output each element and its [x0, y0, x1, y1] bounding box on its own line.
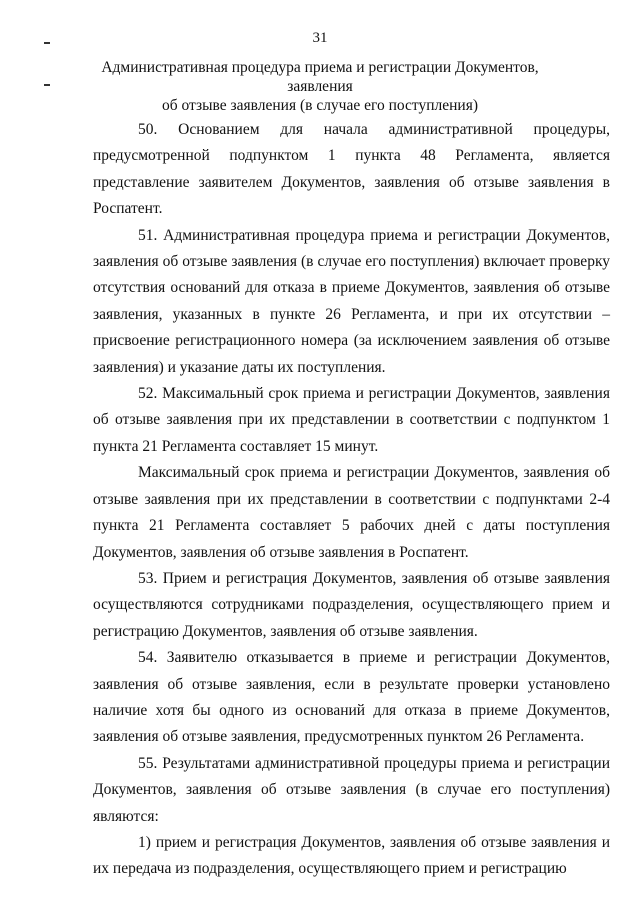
paragraph-54: 54. Заявителю отказывается в приеме и регистрации Документов, заявления об отзыве заявления, если в результате проверки установлено наличие хотя бы одного из оснований для отказа в приеме Документов, заявления об отзыве заявления, предусмотренных пунктом 26 Регламента. [93, 649, 610, 746]
paragraph-51: 51. Административная процедура приема и регистрации Документов, заявления об отзыве заявления (в случае его поступления) включает проверку отсутствия оснований для отказа в приеме Документов, заявления об отзыве заявления, указанных в пункте 26 Регламента, и при их отсутствии – присвоение регистрационного номера (за исключением заявления об отзыве заявления) и указание даты их поступления. [93, 226, 610, 376]
page-number: 31 [312, 30, 328, 46]
body-text [93, 117, 610, 883]
paragraph-52: 52. Максимальный срок приема и регистрации Документов, заявления об отзыве заявления при их представлении в соответствии с подпунктом 1 пункта 21 Регламента составляет 15 минут. [93, 385, 610, 455]
paragraph-55: 55. Результатами административной процедуры приема и регистрации Документов, заявления об отзыве заявления (в случае его поступления) являются: [93, 754, 610, 825]
paragraph-53: 53. Прием и регистрация Документов, заявления об отзыве заявления осуществляются сотрудниками подразделения, осуществляющего прием и регистрацию Документов, заявления об отзыве заявления. [93, 569, 610, 640]
margin-mark [44, 84, 50, 86]
heading-line-2: об отзыве заявления (в случае его поступления) [161, 97, 479, 114]
heading-line-1: Административная процедура приема и регистрации Документов, заявления [101, 59, 539, 95]
paragraph-55-item-1: 1) прием и регистрация Документов, заявления об отзыве заявления и их передача из подразделения, осуществляющего прием и регистрацию [93, 833, 610, 878]
paragraph-52-continued: Максимальный срок приема и регистрации Документов, заявления об отзыве заявления при их представлении в соответствии с подпунктами 2-4 пункта 21 Регламента составляет 5 рабочих дней с даты поступления Документов, заявления об отзыве заявления в Роспатент. [93, 464, 610, 561]
paragraph-50: 50. Основанием для начала административной процедуры, предусмотренной подпунктом 1 пункта 48 Регламента, является представление заявителем Документов, заявления об отзыве заявления в Роспатент. [93, 121, 610, 218]
section-heading [80, 58, 560, 115]
